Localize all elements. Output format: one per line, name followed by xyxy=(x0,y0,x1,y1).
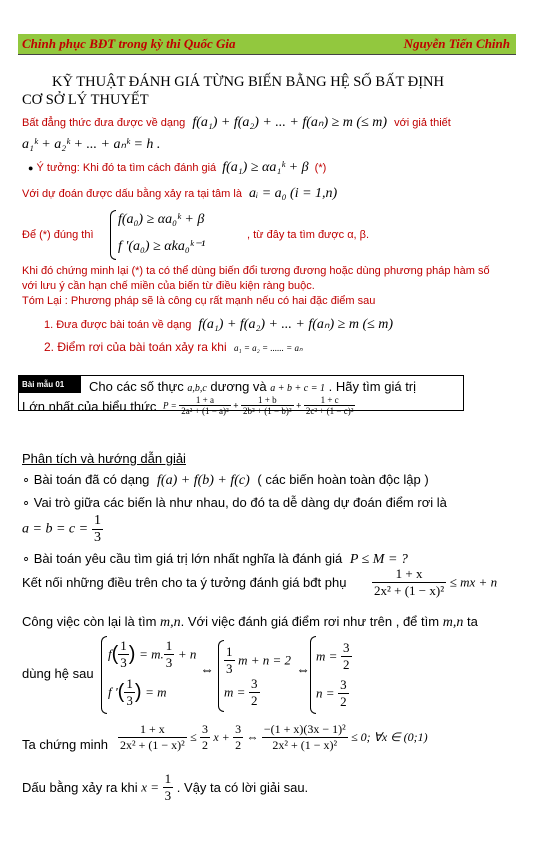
ex-l1-pre: Cho các số thực xyxy=(89,379,184,394)
iff-symbol: ⇔ xyxy=(200,663,214,678)
frac-num: 1 xyxy=(164,771,172,786)
theory-idea xyxy=(28,160,326,176)
frac-den: 2x² + (1 − x)² xyxy=(120,738,185,752)
equality-line xyxy=(22,771,308,804)
analysis-heading: Phân tích và hướng dẫn giải xyxy=(22,451,186,466)
system3-line2 xyxy=(316,677,349,710)
frac xyxy=(200,722,210,753)
fraction-c xyxy=(304,395,356,416)
cv-pre: Công việc còn lại là tìm xyxy=(22,614,157,629)
pred-formula: aᵢ = a₀ (i = 1,n) xyxy=(249,186,338,201)
cond-line2: f '(a₀) ≥ αka₀ᵏ⁻¹ xyxy=(118,239,206,254)
summary-item-1 xyxy=(44,316,393,333)
frac-num: 3 xyxy=(251,676,258,691)
b3-formula: P ≤ M = ? xyxy=(349,552,408,567)
b2-formula-row xyxy=(22,513,103,546)
b1-post: ( các biến hoàn toàn độc lập ) xyxy=(257,472,429,487)
theory-p1-text: Bất đẳng thức đưa được về dạng xyxy=(22,117,186,129)
theory-p1 xyxy=(22,114,451,131)
frac-den: 2 xyxy=(251,693,258,708)
frac xyxy=(249,676,260,709)
analysis-k: Kết nối những điều trên cho ta ý tưởng đánh giá bđt phụ xyxy=(22,575,347,590)
frac xyxy=(118,638,129,671)
cond-pre: Để (*) đúng thì xyxy=(22,229,94,241)
cv-post: ta xyxy=(466,614,478,629)
frac xyxy=(341,640,352,673)
tcm-pre: Ta chứng minh xyxy=(22,737,109,752)
theory-summary: Tóm Lại : Phương pháp sẽ là công cụ rất mạnh nếu có hai đặc điểm sau xyxy=(22,295,376,307)
fraction-one-third xyxy=(92,513,103,546)
tcm-rhs xyxy=(262,722,348,753)
frac-den: 3 xyxy=(126,693,133,708)
plus-sign: + xyxy=(296,400,302,411)
frac xyxy=(233,722,243,753)
fraction-b xyxy=(241,395,294,416)
example-line1 xyxy=(89,379,416,394)
ex-l1-post: . Hãy tìm giá trị xyxy=(328,379,417,394)
sys1-l1: = m. xyxy=(139,646,164,662)
ex-cond: a + b + c = 1 xyxy=(270,383,325,394)
frac-c-den: 2c² + (1 − c)² xyxy=(305,406,354,416)
brace-icon xyxy=(101,636,107,714)
sys3-l2: n = xyxy=(316,685,335,701)
idea-formula: f(a₁) ≥ αa₁ᵏ + β xyxy=(222,160,309,175)
frac-num: 1 xyxy=(120,638,127,653)
example-label: Bài mẫu 01 xyxy=(19,376,81,393)
frac-den: 3 xyxy=(226,661,233,676)
system2-line2 xyxy=(224,676,260,709)
frac-num: 3 xyxy=(202,722,209,736)
aux-rhs: ≤ mx + n xyxy=(449,574,498,590)
iff-symbol: ⇔ xyxy=(246,730,259,744)
cv-mid: . Với việc đánh giá điểm rơi như trên , để tìm xyxy=(180,614,440,629)
aux-den: 2x² + (1 − x)² xyxy=(374,583,445,598)
item1-text: 1. Đưa được bài toán về dạng xyxy=(44,319,192,331)
frac-a-num: 1 + a xyxy=(179,395,231,406)
frac-num: 1 xyxy=(93,513,101,528)
b3-pre: ∘ Bài toán yêu cầu tìm giá trị lớn nhất nghĩa là đánh giá xyxy=(22,551,343,566)
pred-text: Với dự đoán được dấu bằng xảy ra tại tâm là xyxy=(22,188,242,200)
frac xyxy=(338,677,349,710)
tcm-formula xyxy=(118,722,428,753)
frac-den: 3 xyxy=(120,655,127,670)
frac-den: 3 xyxy=(93,530,101,545)
plus-sign: + xyxy=(233,400,239,411)
frac-den: 2x² + (1 − x)² xyxy=(272,738,338,752)
fprime-symbol: f ' xyxy=(108,684,118,700)
sys2-l2: m = xyxy=(224,684,246,700)
b1-formula: f(a) + f(b) + f(c) xyxy=(157,473,250,488)
sys1-l2: = m xyxy=(145,684,167,700)
summary-item-2 xyxy=(44,340,303,354)
P-symbol: P = xyxy=(163,400,177,411)
idea-text: Ý tưởng: Khi đó ta tìm cách đánh giá xyxy=(36,162,217,174)
fraction-a xyxy=(179,395,231,416)
frac-a-den: 2a² + (1 − a)² xyxy=(181,406,229,416)
frac-num: −(1 + x)(3x − 1)² xyxy=(263,722,346,736)
analysis-b2: ∘ Vai trò giữa các biến là như nhau, do đó ta dễ dàng dự đoán điểm rơi là xyxy=(22,495,447,510)
tcm-mid: x + xyxy=(213,730,230,744)
f-symbol: f xyxy=(108,646,112,662)
paren: ( xyxy=(117,681,125,703)
sys3-l1: m = xyxy=(316,648,338,664)
ex-vars: a,b,c xyxy=(187,383,207,394)
end-x: x = xyxy=(141,779,160,795)
tcm-lhs xyxy=(118,722,187,753)
theory-note: Khi đó chứng minh lại (*) ta có thể dùng biến đổi tương đương hoặc dùng phương pháp hàm số với lưu ý cần hạn chế miền của biến từ điều kiện ràng buộc. xyxy=(22,265,490,292)
frac-b-den: 2b² + (1 − b)² xyxy=(243,406,292,416)
ex-l1-mid: dương và xyxy=(210,379,267,394)
frac xyxy=(224,644,235,677)
page-title: KỸ THUẬT ĐÁNH GIÁ TỪNG BIẾN BẰNG HỆ SỐ BẤT ĐỊNH xyxy=(52,74,445,90)
frac-num: 1 xyxy=(126,676,133,691)
analysis-b3 xyxy=(22,551,408,568)
analysis-b1 xyxy=(22,472,429,489)
analysis-cv xyxy=(22,614,478,631)
aux-num: 1 + x xyxy=(372,566,446,583)
frac-den: 2 xyxy=(340,694,347,709)
theory-pred xyxy=(22,186,337,202)
paren: ( xyxy=(111,643,119,665)
cv-mn2: m,n xyxy=(442,615,464,630)
expression-P xyxy=(163,395,355,416)
dung-he-sau: dùng hệ sau xyxy=(22,666,94,681)
system3-line1 xyxy=(316,640,352,673)
frac-num: 3 xyxy=(343,640,350,655)
b1-pre: ∘ Bài toán đã có dạng xyxy=(22,472,150,487)
theory-p1-formula: f(a₁) + f(a₂) + ... + f(aₙ) ≥ m (≤ m) xyxy=(192,115,388,130)
section-subtitle: CƠ SỞ LÝ THUYẾT xyxy=(22,92,149,108)
item2-text: 2. Điểm rơi của bài toán xảy ra khi xyxy=(44,340,227,354)
item1-formula: f(a₁) + f(a₂) + ... + f(aₙ) ≥ m (≤ m) xyxy=(198,317,394,332)
paren: ) xyxy=(134,681,142,703)
frac-den: 3 xyxy=(165,655,173,670)
b2-formula: a = b = c = xyxy=(22,521,89,537)
frac-c-num: 1 + c xyxy=(304,395,356,406)
header-right: Nguyễn Tiến Chinh xyxy=(403,36,510,51)
frac-num: 1 + x xyxy=(118,722,187,738)
frac-den: 3 xyxy=(164,788,172,803)
tcm-post: ≤ 0; ∀x ∈ (0;1) xyxy=(351,730,428,744)
iff-symbol: ⇔ xyxy=(296,663,310,678)
system1-line1 xyxy=(108,638,196,671)
end-post: . Vậy ta có lời giải sau. xyxy=(176,780,309,795)
paren: ) xyxy=(128,643,136,665)
frac-num: 1 xyxy=(226,644,233,659)
frac xyxy=(163,771,174,804)
frac xyxy=(124,676,135,709)
aux-fraction xyxy=(372,566,446,599)
frac xyxy=(164,638,175,671)
theory-p1-post: với giả thiết xyxy=(394,117,451,129)
idea-post: (*) xyxy=(314,162,327,174)
frac-b-num: 1 + b xyxy=(241,395,294,406)
cond-line1: f(a₀) ≥ αa₀ᵏ + β xyxy=(118,212,205,227)
cond-post: , từ đây ta tìm được α, β. xyxy=(247,229,370,241)
le-symbol: ≤ xyxy=(190,730,197,744)
frac-num: 1 xyxy=(165,638,173,653)
aux-inequality xyxy=(372,566,497,599)
theory-cond: a₁ᵏ + a₂ᵏ + ... + aₙᵏ = h . xyxy=(22,137,161,152)
system2-line1 xyxy=(224,644,291,677)
brace-icon xyxy=(110,210,116,260)
frac-num: 3 xyxy=(340,677,347,692)
frac-den: 2 xyxy=(202,738,209,752)
end-pre: Dấu bằng xảy ra khi xyxy=(22,780,138,795)
item2-formula: a₁ = a₂ = ...... = aₙ xyxy=(233,343,303,353)
sys1-l1b: + n xyxy=(177,646,197,662)
running-header xyxy=(18,34,516,55)
bullet-icon: ● xyxy=(28,163,34,173)
ex-l2-pre: Lớn nhất của biểu thức xyxy=(22,399,157,414)
system1-line2 xyxy=(108,676,167,709)
frac-den: 2 xyxy=(235,738,242,752)
frac-den: 2 xyxy=(343,657,350,672)
cv-mn: m,n xyxy=(160,615,181,630)
frac-num: 3 xyxy=(235,722,242,736)
example-line2 xyxy=(22,399,156,414)
sys2-l1: m + n = 2 xyxy=(238,652,292,668)
header-left: Chinh phục BĐT trong kỳ thi Quốc Gia xyxy=(22,36,236,51)
